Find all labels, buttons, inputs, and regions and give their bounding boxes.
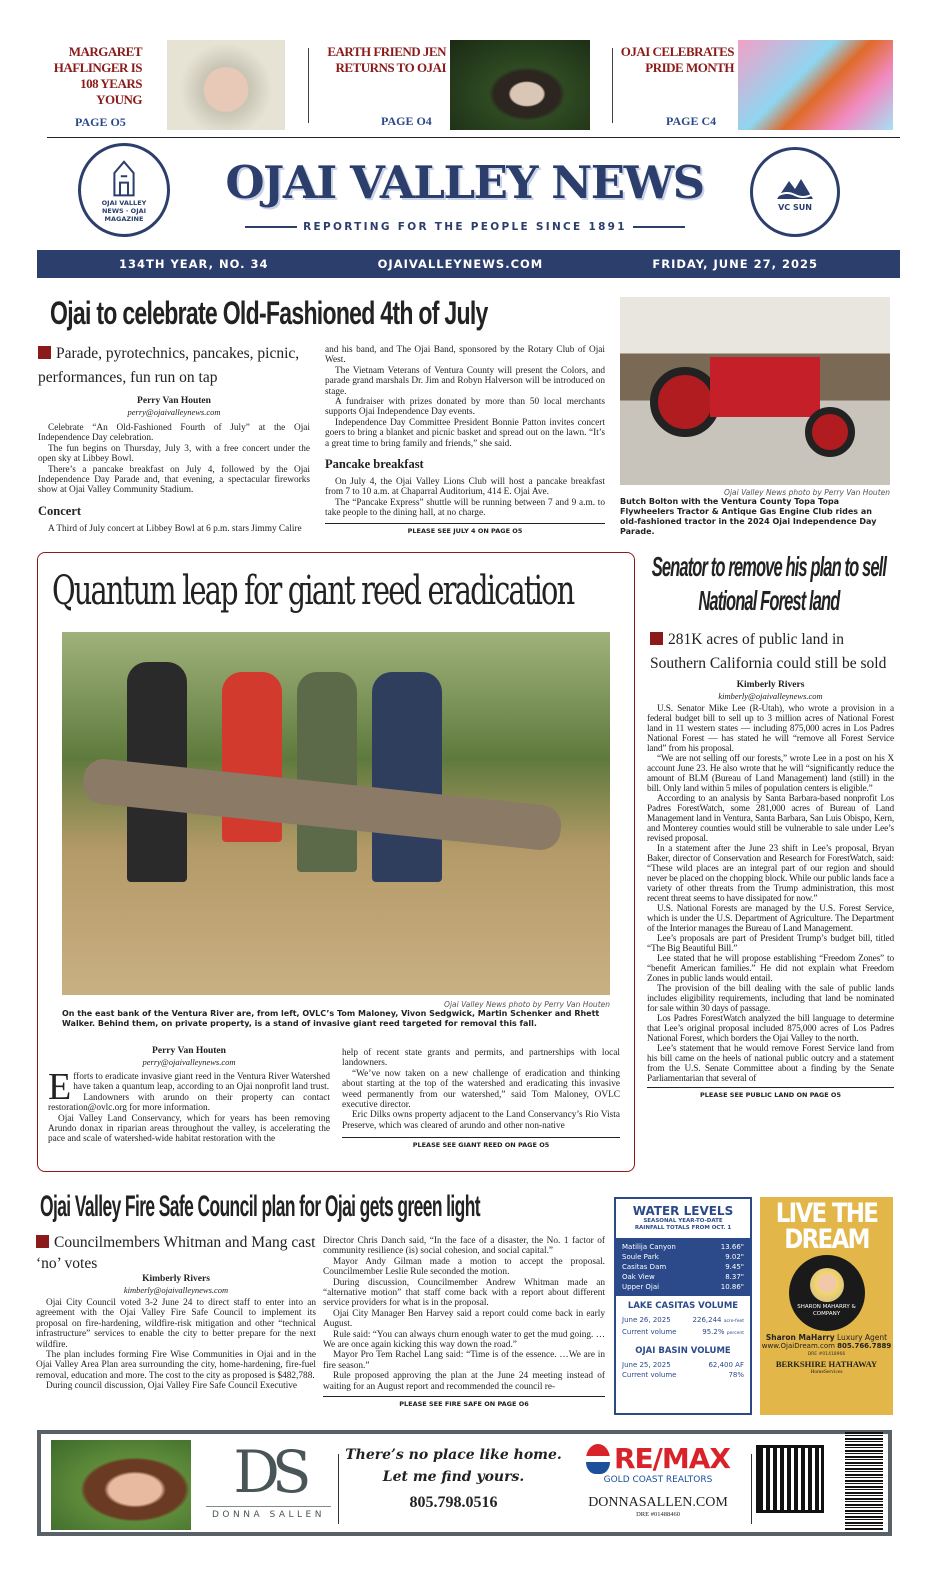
teaser-2[interactable]: EARTH FRIEND JEN RETURNS TO OJAI — [327, 44, 446, 75]
teaser-3-photo — [738, 40, 893, 130]
divider — [308, 48, 309, 123]
story2-headline[interactable]: Quantum leap for giant reed eradication — [52, 568, 574, 614]
story2-col1: Perry Van Houten perry@ojaivalleynews.com Efforts to eradicate invasive giant reed in the Ventura River Watershed have taken a quantum leap, according to an Ojai nonprofit land trust. Landowners with arundo on their property can contact restoration@ovlc.org for more information. Ojai Valley Land Conservancy, which for years has been removing Arundo donax in riparian areas throughout the valley, is accelerating the pace and scale of watershed-wide habitat restoration with the — [48, 1046, 330, 1145]
water-levels-box: WATER LEVELS SEASONAL YEAR-TO-DATE RAINFALL TOTALS FROM OCT. 1 Matilija Canyon 13.66" Soule Park 9.02" Casitas Dam 9.45" Oak View 8.37" Upper Ojai 10.86" LAKE CASITAS VOLUME June 26, 2025 226,244 acre-feet Current volume 95.2% percent OJAI BASIN VOLUME June 25, 2025 62,400 AF Current volume 78% — [614, 1197, 752, 1415]
square-bullet-icon — [38, 346, 51, 359]
issue-date: FRIDAY, JUNE 27, 2025 — [652, 257, 818, 271]
teaser-1[interactable]: MARGARET HAFLINGER IS 108 YEARS YOUNG — [53, 44, 142, 107]
square-bullet-icon — [36, 1235, 49, 1248]
vc-sun-seal-logo[interactable]: VC SUN — [750, 147, 840, 237]
issue-number: 134TH YEAR, NO. 34 — [119, 257, 269, 271]
tractor-photo — [620, 297, 890, 485]
website-link[interactable]: OJAIVALLEYNEWS.COM — [377, 257, 544, 271]
sharon-maharry-ad[interactable]: LIVE THE DREAM SHARON MAHARRY & COMPANY Sharon MaHarry Luxury Agent www.OjaiDream.com 805.766.7889 DRE #01418966 BERKSHIRE HATHAWAY HomeServices — [760, 1197, 893, 1415]
story4-col1: Councilmembers Whitman and Mang cast ‘no’ votes Kimberly Rivers kimberly@ojaivalleynews.com Ojai City Council voted 3-2 June 24 to direct staff to enter into an agreement with the Ojai Valley Fire Safe Council to implement its proposal on fire-hardening, wildfire-risk mitigation and other “technical infrastructure” services to enable the city to better prepare for the next wildfire. The plan includes forming Fire Wise Communities in Ojai and in the Ojai Valley Area Plan area surrounding the city, home-hardening, fire-fuel removal, education and more. The cost to the city as proposed is $482,788. During council discussion, Ojai Valley Fire Safe Council Executive — [36, 1234, 316, 1392]
qr-code-icon[interactable] — [759, 1448, 821, 1510]
teaser-2-page[interactable]: PAGE O4 — [381, 114, 432, 128]
story4-col2: Director Chris Danch said, “In the face of a disaster, the No. 1 factor of community resilience (is) social cohesion, and social capital.” Mayor Andy Gilman made a motion to accept the proposal. Councilmember Leslie Rule seconded the motion. During discussion, Councilmember Andrew Whitman made an “alternative motion” that staff come back with a report about different service providers for what is in the proposal. Ojai City Manager Ben Harvey said a report could come back in early August. Rule said: “You can always churn enough water to get the mud going. … We are once again kicking this way down the road.” Mayor Pro Tem Rachel Lang said: “Time is of the essence. …We are in fire season.” Rule proposed approving the plan at the June 24 meeting instead of waiting for an August report and recommended the council re- PLEASE SEE FIRE SAFE ON PAGE O6 — [323, 1236, 605, 1409]
story1-jump-link[interactable]: PLEASE SEE JULY 4 ON PAGE O5 — [325, 523, 605, 535]
story1-deck: Parade, pyrotechnics, pancakes, picnic, performances, fun run on tap — [38, 345, 300, 386]
story4-jump-link[interactable]: PLEASE SEE FIRE SAFE ON PAGE O6 — [323, 1396, 605, 1408]
story2-jump-link[interactable]: PLEASE SEE GIANT REED ON PAGE O5 — [342, 1137, 620, 1149]
rule — [47, 137, 900, 138]
dateline-band — [37, 250, 900, 278]
tagline: REPORTING FOR THE PEOPLE SINCE 1891 — [245, 221, 685, 233]
story2-byline: Perry Van Houten perry@ojaivalleynews.com — [142, 1046, 236, 1067]
drop-cap: E — [48, 1066, 72, 1108]
story1-col1: Parade, pyrotechnics, pancakes, picnic, performances, fun run on tap Perry Van Houten perry@ojaivalleynews.com Celebrate “An Old-Fashioned Fourth of July” at the Ojai Independence Day celebration. The fun begins on Thursday, July 3, with a free concert under the open sky at Libbey Bowl. There’s a pancake breakfast on July 4, followed by the Ojai Independence Day Parade and, that evening, a spectacular fireworks show at Ojai Valley Community Stadium. Concert A Third of July concert at Libbey Bowl at 6 p.m. stars Jimmy Calire — [38, 342, 310, 534]
ojai-magazine-seal-logo[interactable] — [78, 143, 170, 237]
donna-sallen-ad[interactable]: DS DONNA SALLEN There’s no place like home. Let me find yours. 805.798.0516 RE/MAX GOLD COAST REALTORS DONNASALLEN.COM DRE #01488460 — [37, 1430, 892, 1536]
seal-text: OJAI VALLEY NEWS · OJAI MAGAZINE — [101, 199, 147, 223]
story3-deck: 281K acres of public land in Southern California could still be sold — [650, 631, 887, 672]
story3-body: Kimberly Rivers kimberly@ojaivalleynews.com U.S. Senator Mike Lee (R-Utah), who wrote a provision in a federal budget bill to sell up to 3 million acres of National Forest land in 11 western states — including 875,000 acres in Los Padres National Forest — has stated he will “remove all Forest Service land” from his proposal. “We are not selling off our forests,” wrote Lee in a post on his X account June 23. He also wrote that he will “significantly reduce the amount of BLM (Bureau of Land Management) land (still) in the bill. Only land within 5 miles of population centers is eligible.” According to an analysis by Santa Barbara-based nonprofit Los Padres ForestWatch, some 281,000 acres of Bureau of Land Management land in Ventura, Santa Barbara, San Luis Obispo, Kern, and Monterey counties would still be vulnerable to sale under Lee’s revised proposal. In a statement after the June 23 shift in Lee’s proposal, Bryan Baker, director of Conservation and Research for ForestWatch, said: “These wild places are an integral part of our region and should never be placed on the chopping block. While our public lands face a variety of other threats from the Trump administration, this most recent threat seems to have dissipated for now.” U.S. National Forests are managed by the U.S. Forest Service, which is under the U.S. Department of Agriculture. The Department of the Interior manages the Bureau of Land Management. Lee’s proposals are part of President Trump’s budget bill, titled “The Big Beautiful Bill.” Lee stated that he will propose establishing “Freedom Zones” to “benefit American families.” He did not explain what Freedom Zones in public lands would entail. The provision of the bill dealing with the sale of public lands includes eligibility requirements, including that land be nominated for sale within 30 days of passage. Los Padres ForestWatch analyzed the bill language to determine that Lee’s original proposal included 875,000 acres of Los Padres National Forest, which borders the Ojai Valley to the north. Lee’s statement that he would remove Forest Service land from his bill came on the heels of national public outcry and a statement from the U.S. Senate Committee about a finding by the Senate Parliamentarian that several of PLEASE SEE PUBLIC LAND ON PAGE O5 — [647, 680, 895, 1099]
story4-headline[interactable]: Ojai Valley Fire Safe Council plan for Ojai gets green light — [40, 1190, 480, 1223]
teaser-1-page[interactable]: PAGE O5 — [75, 115, 126, 129]
story3-headline[interactable]: Senator to remove his plan to sell National Forest land — [651, 551, 887, 616]
story3-byline: Kimberly Rivers kimberly@ojaivalleynews.com — [718, 680, 823, 701]
square-bullet-icon — [650, 632, 663, 645]
barcode-icon — [845, 1432, 883, 1530]
mission-bell-tower-icon — [109, 157, 139, 197]
story1-col2: and his band, and The Ojai Band, sponsored by the Rotary Club of Ojai West. The Vietnam Veterans of Ventura County will present the Colors, and parade grand marshals Dr. Jim and Robyn Halverson will be introduced on stage. A fundraiser with prizes donated by more than 50 local merchants supports Ojai Independence Day events. Independence Day Committee President Bonnie Patton invites concert goers to bring a blanket and picnic basket and spread out on the lawn. “It’s a great time to bring family and friends,” she said. Pancake breakfast On July 4, the Ojai Valley Lions Club will host a pancake breakfast from 7 to 10 a.m. at Chaparral Auditorium, 414 E. Ojai Ave. The “Pancake Express” shuttle will be running between 7 and 9 a.m. to take people to the dining hall, at no charge. PLEASE SEE JULY 4 ON PAGE O5 — [325, 345, 605, 535]
agent-photo — [51, 1440, 191, 1530]
teaser-3-page[interactable]: PAGE C4 — [666, 114, 717, 128]
tractor-caption: Butch Bolton with the Ventura County Topa Topa Flywheelers Tractor & Antique Gas Engine Club rides an old-fashioned tractor in the 2024 Ojai Independence Day Parade. — [620, 497, 877, 536]
ds-logo: DS — [233, 1438, 304, 1506]
divider — [612, 48, 613, 123]
teaser-1-photo — [167, 40, 285, 130]
story4-byline: Kimberly Rivers kimberly@ojaivalleynews.com — [123, 1274, 229, 1295]
teaser-3[interactable]: OJAI CELEBRATES PRIDE MONTH — [620, 44, 734, 75]
story2-col2: help of recent state grants and permits, and partnerships with local landowners. “We’ve now taken on a new challenge of eradication and thinking about starting at the top of the watershed and eradicating this invasive weed permanently from our watershed,” said Tom Maloney, OVLC executive director. Eric Dilks owns property adjacent to the Land Conservancy’s Rio Vista Preserve, which was cleared of arundo and other non-native PLEASE SEE GIANT REED ON PAGE O5 — [342, 1048, 620, 1150]
story1-byline: Perry Van Houten perry@ojaivalleynews.com — [127, 396, 221, 417]
rainfall-table: Matilija Canyon 13.66" Soule Park 9.02" Casitas Dam 9.45" Oak View 8.37" Upper Ojai 10.86" — [616, 1238, 750, 1296]
story1-headline[interactable]: Ojai to celebrate Old-Fashioned 4th of July — [50, 295, 488, 331]
remax-balloon-icon — [586, 1444, 610, 1474]
agent-portrait-seal — [789, 1255, 865, 1331]
giant-reed-caption: On the east bank of the Ventura River are, from left, OVLC’s Tom Maloney, Vivon Sedgwick, Martin Schenker and Rhett Walker. Behind them, on private property, is a stand of invasive giant reed targeted for removal this fall. — [62, 1009, 600, 1028]
story4-deck: Councilmembers Whitman and Mang cast ‘no’ votes — [36, 1234, 316, 1272]
teaser-2-photo — [450, 40, 590, 130]
story3-jump-link[interactable]: PLEASE SEE PUBLIC LAND ON PAGE O5 — [647, 1087, 894, 1099]
agent-portrait — [810, 1268, 844, 1302]
agent-website[interactable]: DONNASALLEN.COM — [588, 1495, 728, 1510]
mountain-wave-icon — [775, 173, 815, 203]
masthead-title[interactable]: OJAI VALLEY NEWS — [225, 156, 704, 209]
giant-reed-photo — [62, 632, 610, 995]
seal-text: SHARON MAHARRY & COMPANY — [797, 1304, 856, 1317]
agent-phone[interactable]: 805.798.0516 — [409, 1494, 498, 1511]
